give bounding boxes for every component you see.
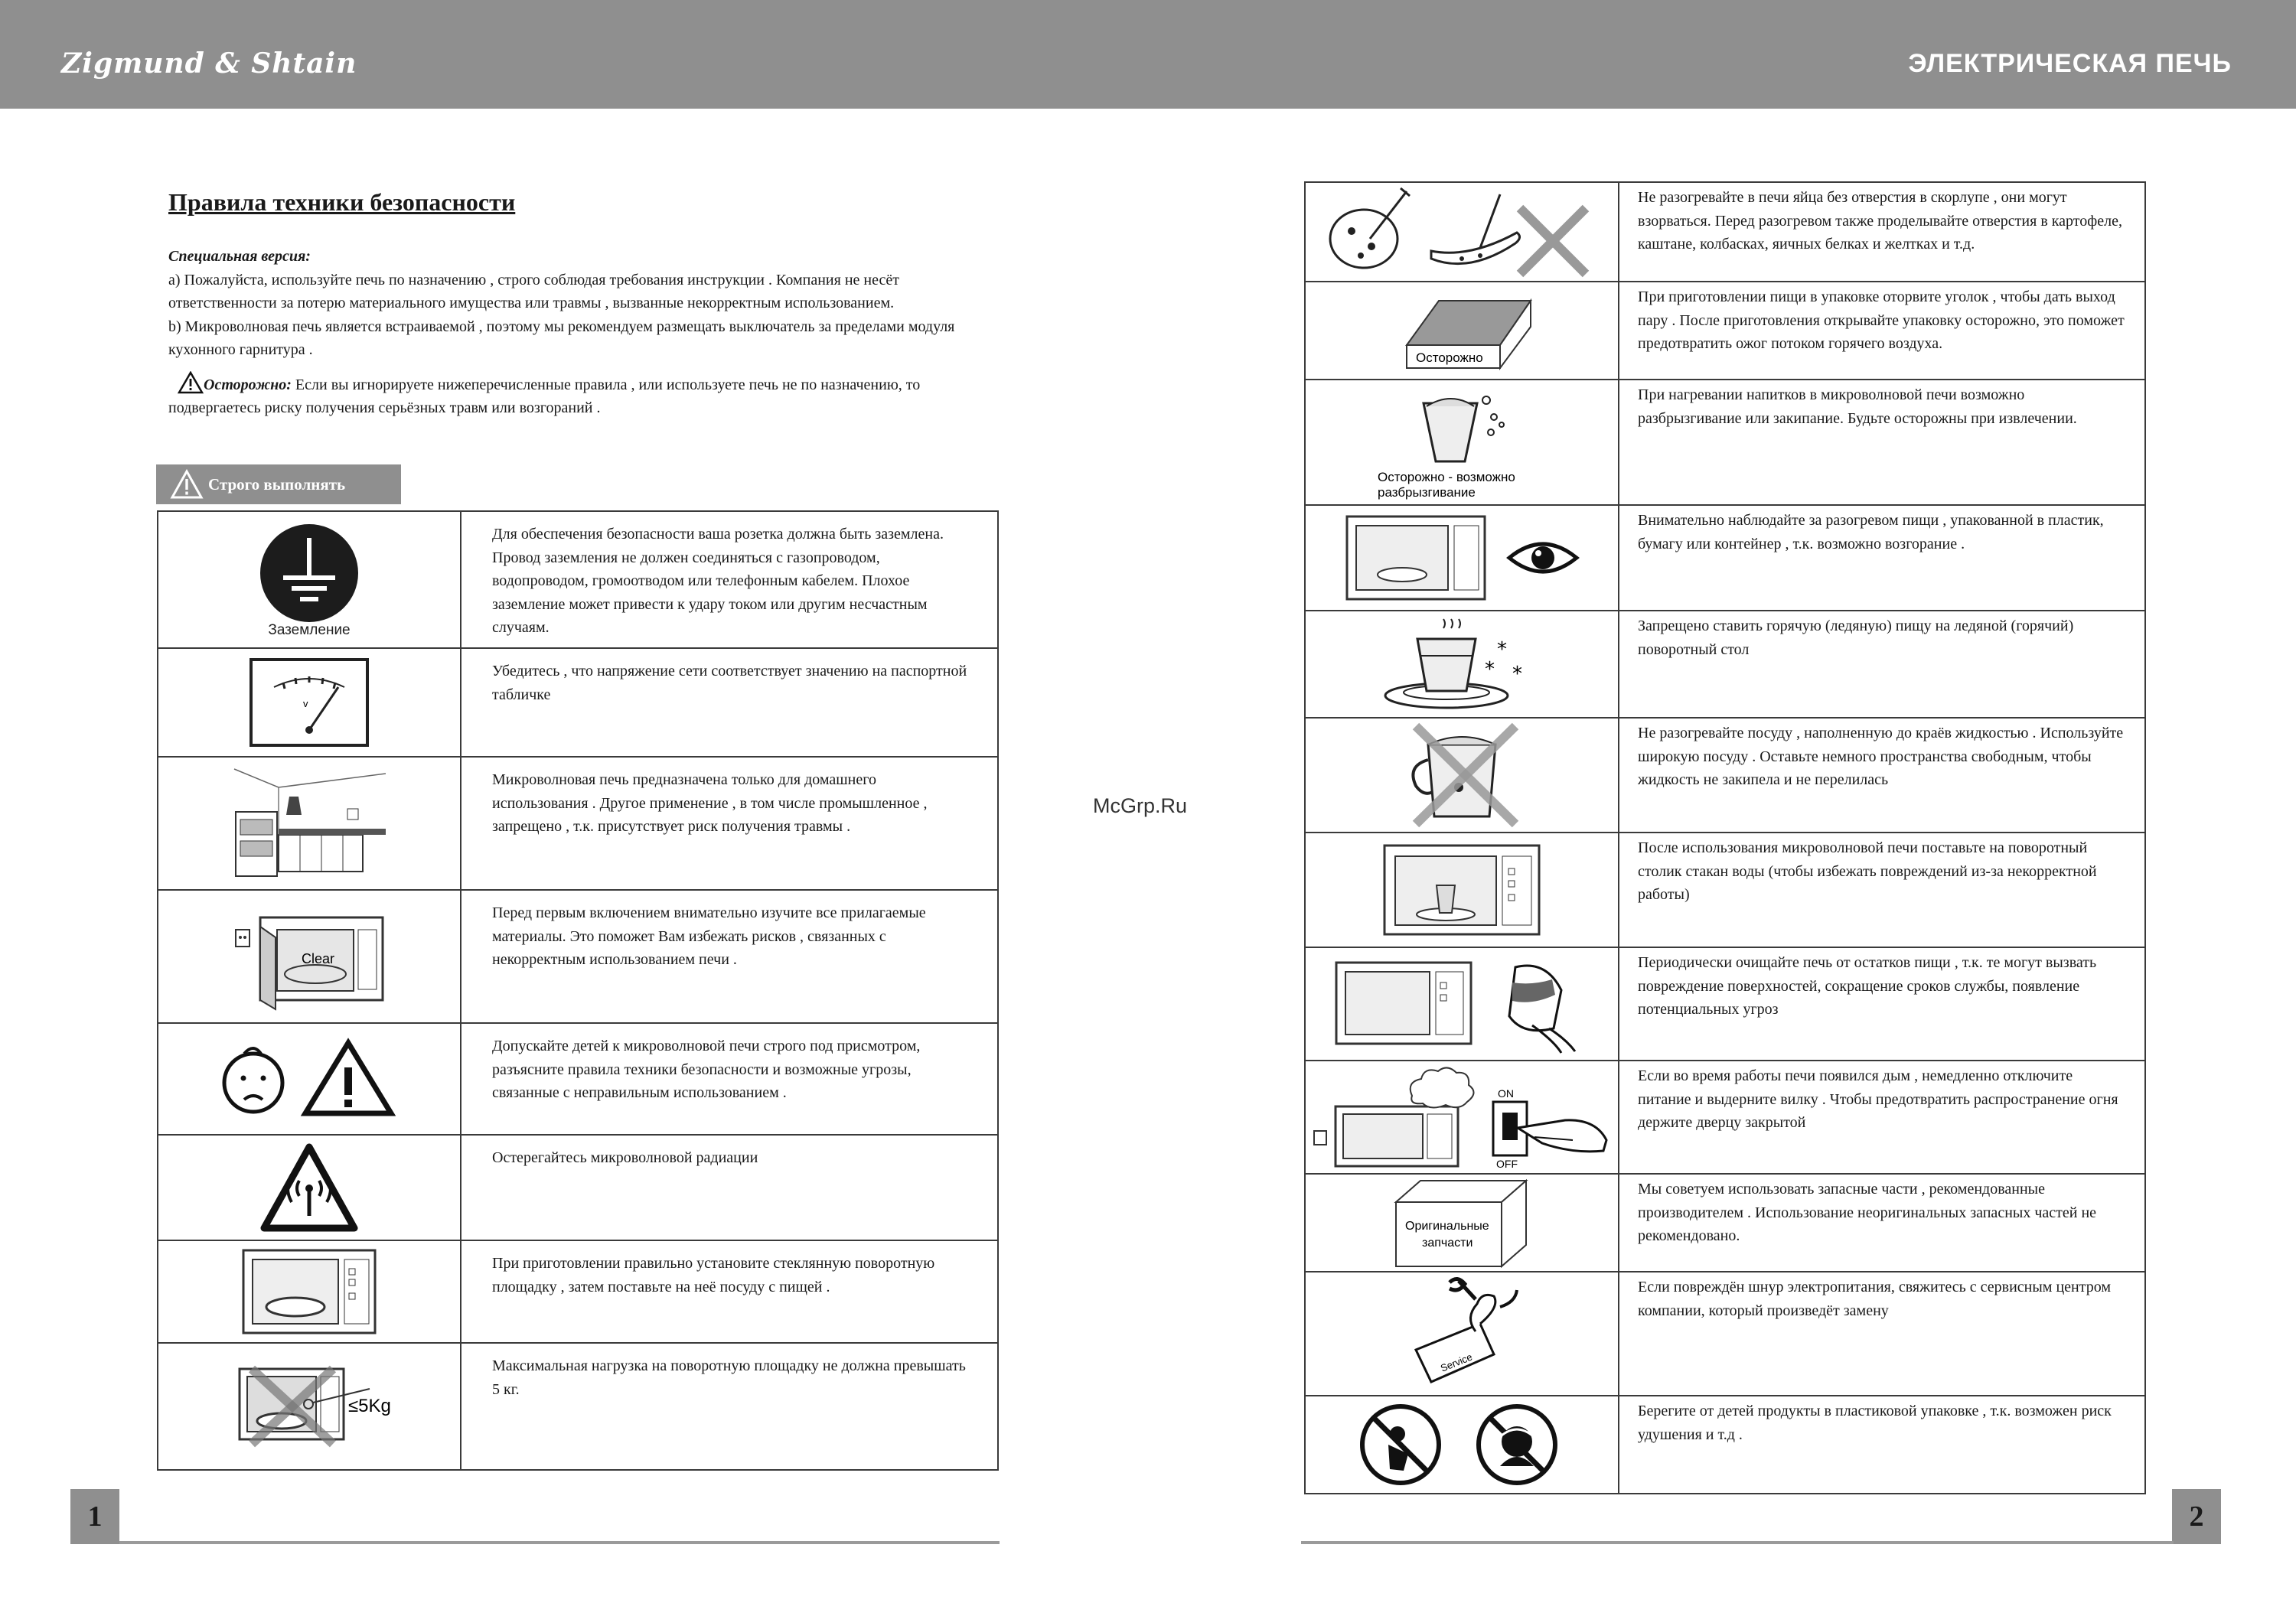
rule-illustration — [1305, 718, 1619, 833]
page-number-left: 1 — [70, 1489, 119, 1544]
rule-text: Для обеспечения безопасности ваша розетка должна быть заземлена. Провод заземления не должен соединяться с газопроводом, водопроводом, громоотводом или телефонным кабелем. Плохое заземление может привести к удару током или другим несчастным случаям. — [461, 511, 998, 648]
rule-text: Если во время работы печи появился дым , немедленно отключите питание и выдерните вилку . Чтобы предотвратить распространение огня держите дверцу закрытой — [1619, 1061, 2145, 1174]
max-load-icon — [198, 1364, 420, 1448]
brand-logo: Zigmund & Shtain — [61, 47, 357, 80]
document-title: ЭЛЕКТРИЧЕСКАЯ ПЕЧЬ — [1908, 49, 2232, 78]
rule-illustration — [158, 1135, 461, 1240]
spare-parts-box-icon — [1385, 1176, 1538, 1269]
svg-text:Service: Service — [1438, 1351, 1474, 1374]
table-row — [1305, 833, 2145, 947]
table-row — [158, 757, 998, 890]
table-row — [1305, 1174, 2145, 1272]
caution-paragraph — [168, 371, 980, 420]
splash-cup-icon — [1362, 385, 1561, 500]
table-row — [1305, 947, 2145, 1061]
rule-text: Перед первым включением внимательно изучите все прилагаемые материалы. Это поможет Вам избежать рисков , связанных с некорректным использованием печи . — [461, 890, 998, 1023]
rule-text: Остерегайтесь микроволновой радиации — [461, 1135, 998, 1240]
kitchen-icon — [233, 766, 386, 881]
rule-text: Микроволновая печь предназначена только для домашнего использования . Другое применение , в том числе промышленное , запрещено , т.к. присутствует риск получения травмы . — [461, 757, 998, 890]
rule-illustration — [158, 1023, 461, 1135]
rule-illustration — [158, 648, 461, 757]
intro-subtitle: Специальная версия: — [168, 248, 311, 265]
rule-text: После использования микроволновой печи поставьте на поворотный столик стакан воды (чтобы избежать повреждений из-за некорректной работы) — [1619, 833, 2145, 947]
left-rules-table — [157, 510, 999, 1471]
rule-illustration — [1305, 947, 1619, 1061]
rule-text: Берегите от детей продукты в пластиковой упаковке , т.к. возможен риск удушения и т.д . — [1619, 1396, 2145, 1494]
svg-text:*: * — [1497, 638, 1507, 661]
right-rules-table — [1304, 181, 2146, 1494]
footer-line-left — [119, 1541, 1000, 1544]
smoke-power-off-icon — [1313, 1064, 1611, 1171]
microwave-open-icon — [233, 899, 386, 1014]
rule-illustration — [1305, 1061, 1619, 1174]
table-row — [158, 890, 998, 1023]
rule-illustration — [158, 1343, 461, 1470]
caution-caption: Осторожно — [1416, 350, 1483, 365]
strict-label: Строго выполнять — [208, 475, 346, 494]
rule-text: Убедитесь , что напряжение сети соответствует значению на паспортной табличке — [461, 648, 998, 757]
child-warning-icon — [214, 1037, 405, 1121]
rule-illustration — [1305, 1396, 1619, 1494]
rule-text: При нагревании напитков в микроволновой печи возможно разбрызгивание или закипание. Будьте осторожны при извлечении. — [1619, 380, 2145, 505]
rule-text: Внимательно наблюдайте за разогревом пищи , упакованной в пластик, бумагу или контейнер , т.к. возможно возгорание . — [1619, 505, 2145, 611]
rule-text: Запрещено ставить горячую (ледяную) пищу на ледяной (горячий) поворотный стол — [1619, 611, 2145, 718]
clear-label: Clear — [302, 951, 335, 966]
table-row — [158, 1343, 998, 1470]
header-bar — [0, 0, 2296, 109]
warning-icon — [170, 469, 204, 500]
table-row — [158, 648, 998, 757]
rule-text: При приготовлении правильно установите стеклянную поворотную площадку , затем поставьте на неё посуду с пищей . — [461, 1240, 998, 1343]
spare-parts-caption-line1: Оригинальные — [1405, 1220, 1489, 1233]
rule-text: Периодически очищайте печь от остатков пищи , т.к. те могут вызвать повреждение поверхностей, сокращение сроков службы, появление потенциальных угроз — [1619, 947, 2145, 1061]
grounding-caption: Заземление — [268, 621, 351, 638]
rule-illustration — [1305, 182, 1619, 282]
table-row — [1305, 182, 2145, 282]
max-load-label: ≤5Kg — [348, 1396, 391, 1416]
caution-text: Если вы игнорируете нижеперечисленные правила , или используете печь не по назначению, то подвергаетесь риску получения серьёзных травм или возгораний . — [168, 376, 921, 416]
section-title: Правила техники безопасности — [168, 188, 516, 216]
svg-text:*: * — [1512, 663, 1522, 686]
rule-illustration — [1305, 282, 1619, 380]
radiation-warning-icon — [259, 1142, 359, 1233]
rule-text: Если повреждён шнур электропитания, свяжитесь с сервисным центром компании, который произведёт замену — [1619, 1272, 2145, 1396]
service-wrench-icon — [1385, 1276, 1538, 1391]
table-row — [1305, 718, 2145, 833]
footer-line-right — [1301, 1541, 2174, 1544]
spare-parts-caption-line2: запчасти — [1422, 1237, 1473, 1250]
table-row — [1305, 282, 2145, 380]
table-row — [158, 1240, 998, 1343]
microwave-water-glass-icon — [1381, 842, 1542, 937]
eggs-sausage-icon — [1316, 185, 1607, 279]
rule-illustration — [158, 890, 461, 1023]
table-row — [1305, 505, 2145, 611]
watermark: McGrp.Ru — [1093, 794, 1188, 817]
table-row — [1305, 1396, 2145, 1494]
grounding-icon — [256, 521, 363, 628]
rule-illustration — [158, 757, 461, 890]
page-number-right: 2 — [2172, 1489, 2221, 1544]
svg-text:v: v — [303, 698, 308, 709]
rule-illustration — [1305, 1272, 1619, 1396]
intro-block — [168, 245, 980, 420]
strict-label-banner — [156, 464, 401, 504]
table-row — [158, 1023, 998, 1135]
rule-text: Не разогревайте посуду , наполненную до краёв жидкостью . Используйте широкую посуду . Оставьте немного пространства свободным, чтобы жидкость не закипела и не перелилась — [1619, 718, 2145, 833]
table-row — [1305, 611, 2145, 718]
splash-caption-line1: Осторожно - возможно — [1378, 470, 1515, 484]
rule-text: Мы советуем использовать запасные части , рекомендованные производителем . Использование неоригинальных запасных частей не рекомендовано. — [1619, 1174, 2145, 1272]
table-row — [1305, 1061, 2145, 1174]
svg-text:ON: ON — [1498, 1087, 1514, 1100]
svg-text:OFF: OFF — [1496, 1158, 1518, 1170]
intro-para-a: а) Пожалуйста, используйте печь по назначению , строго соблюдая требования инструкции . Компания не несёт ответственности за потерю материального имущества или травмы , вызванные некорректным использованием. — [168, 271, 899, 311]
table-row — [158, 1135, 998, 1240]
microwave-turntable-icon — [240, 1246, 378, 1338]
voltmeter-icon — [248, 657, 370, 748]
full-cup-icon — [1385, 722, 1538, 829]
cleaning-icon — [1332, 952, 1592, 1056]
rule-illustration — [1305, 380, 1619, 505]
rule-illustration — [1305, 833, 1619, 947]
table-row — [1305, 380, 2145, 505]
hot-cold-dish-icon — [1362, 616, 1561, 712]
package-icon — [1385, 288, 1538, 373]
rule-illustration — [1305, 505, 1619, 611]
rule-illustration — [158, 1240, 461, 1343]
warning-icon — [178, 371, 204, 394]
rule-text: Допускайте детей к микроволновой печи строго под присмотром, разъясните правила техники безопасности и возможные угрозы, связанные с неправильным использованием . — [461, 1023, 998, 1135]
table-row — [1305, 1272, 2145, 1396]
rule-illustration — [1305, 1174, 1619, 1272]
choking-hazard-icon — [1355, 1400, 1569, 1489]
rule-text: При приготовлении пищи в упаковке оторвите уголок , чтобы дать выход пару . После приготовления открывайте упаковку осторожно, это поможет предотвратить ожог потоком горячего воздуха. — [1619, 282, 2145, 380]
intro-para-b: b) Микроволновая печь является встраиваемой , поэтому мы рекомендуем размещать выключатель за пределами модуля кухонного гарнитура . — [168, 318, 955, 358]
table-row — [158, 511, 998, 648]
rule-text: Не разогревайте в печи яйца без отверстия в скорлупе , они могут взорваться. Перед разогревом также проделывайте отверстия в картофеле, каштане, колбасках, яичных белках и желтках и т.д. — [1619, 182, 2145, 282]
rule-illustration — [1305, 611, 1619, 718]
caution-label: Осторожно: — [204, 376, 292, 393]
microwave-watch-icon — [1332, 512, 1592, 604]
svg-text:*: * — [1485, 658, 1495, 681]
rule-text: Максимальная нагрузка на поворотную площадку не должна превышать 5 кг. — [461, 1343, 998, 1470]
splash-caption-line2: разбрызгивание — [1378, 485, 1476, 500]
rule-illustration — [158, 511, 461, 648]
